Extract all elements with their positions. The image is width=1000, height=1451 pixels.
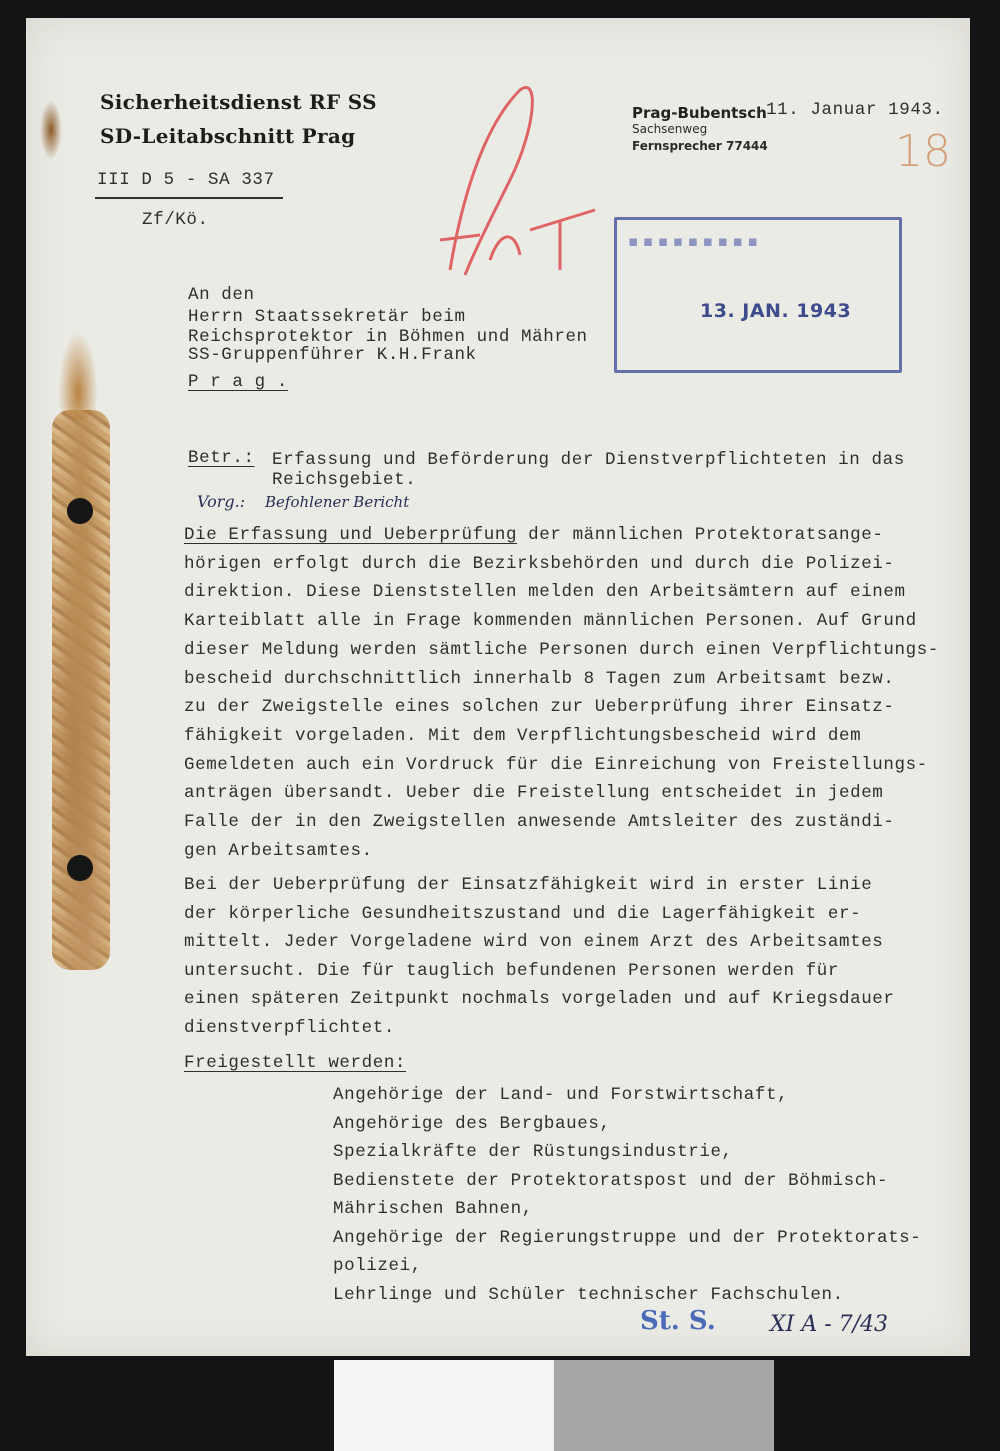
text-line: Falle der in den Zweigstellen anwesende Amtsleiter des zuständi- <box>184 812 895 832</box>
letter-date: 11. Januar 1943. <box>766 100 944 120</box>
subject-label: Betr.: <box>188 448 255 468</box>
text-line: Bei der Ueberprüfung der Einsatzfähigkeit wird in erster Linie <box>184 875 873 895</box>
stamp-date: 13. JAN. 1943 <box>700 300 852 322</box>
text-line: Angehörige des Bergbaues, <box>333 1113 611 1134</box>
text-line: Angehörige der Land- und Forstwirtschaft, <box>333 1085 789 1105</box>
text-line: hörigen erfolgt durch die Bezirksbehörden und durch die Polizei- <box>184 553 895 574</box>
text-line: fähigkeit vorgeladen. Mit dem Verpflichtungsbescheid wird dem <box>184 725 862 746</box>
vorg-text: Befohlener Bericht <box>265 493 410 511</box>
text-line: untersucht. Die für tauglich befundenen Personen werden für <box>184 960 840 981</box>
text-line: Mährischen Bahnen, <box>333 1199 533 1219</box>
text-line: direktion. Diese Dienststellen melden den Arbeitsämtern auf einem <box>184 582 906 603</box>
sender-phone: Fernsprecher 77444 <box>632 139 768 153</box>
text-line: zu der Zweigstelle eines solchen zur Ueberprüfung ihrer Einsatz- <box>184 697 895 718</box>
stamp-faint-line: ▪ ▪ ▪ ▪ ▪ ▪ ▪ ▪ ▪ <box>628 232 758 250</box>
text-line: polizei, <box>333 1256 422 1276</box>
address-line-4: SS-Gruppenführer K.H.Frank <box>188 345 477 365</box>
punch-hole-upper <box>67 498 93 524</box>
reference-underline <box>95 197 283 199</box>
address-line-2: Herrn Staatssekretär beim <box>188 307 466 327</box>
rust-stain-binding <box>52 410 110 970</box>
text-line: Spezialkräfte der Rüstungsindustrie, <box>333 1142 733 1162</box>
file-label: St. S. <box>640 1306 716 1336</box>
address-city: P r a g . <box>188 372 288 392</box>
text-line: einen späteren Zeitpunkt nochmals vorgeladen und auf Kriegsdauer <box>184 989 895 1009</box>
page-number: 18 <box>895 126 951 177</box>
text-line: Karteiblatt alle in Frage kommenden männlichen Personen. Auf Grund <box>184 611 917 632</box>
calibration-card-gray <box>554 1360 774 1451</box>
vorg-label: Vorg.: <box>197 492 246 511</box>
text-line: dienstverpflichtet. <box>184 1017 395 1038</box>
initials: Zf/Kö. <box>142 210 209 230</box>
text-line: gen Arbeitsamtes. <box>184 840 373 861</box>
calibration-card-white <box>334 1360 554 1451</box>
text-line: Angehörige der Regierungstruppe und der Protektorats- <box>333 1227 922 1248</box>
text-line: dieser Meldung werden sämtliche Personen durch einen Verpflichtungs- <box>184 639 939 660</box>
file-number: XI A - 7/43 <box>770 1312 889 1337</box>
red-handwritten-mark <box>420 70 610 290</box>
text-line: mittelt. Jeder Vorgeladene wird von einem Arzt des Arbeitsamtes <box>184 932 884 952</box>
text-line: Gemeldeten auch ein Vordruck für die Einreichung von Freistellungs- <box>184 754 928 775</box>
address-line-1: An den <box>188 285 255 305</box>
punch-hole-lower <box>67 855 93 881</box>
rust-stain-top <box>40 100 62 160</box>
text-line: anträgen übersandt. Ueber die Freistellung entscheidet in jedem <box>184 783 884 804</box>
reference-number: III D 5 - SA 337 <box>97 170 275 190</box>
subject-line-2: Reichsgebiet. <box>272 470 417 490</box>
sender-city: Prag-Bubentsch <box>632 104 767 122</box>
address-line-3: Reichsprotektor in Böhmen und Mähren <box>188 327 588 347</box>
rust-stain-upper <box>58 330 98 420</box>
subject-line-1: Erfassung und Beförderung der Dienstverpflichteten in das <box>272 450 905 470</box>
text-line: Bedienstete der Protektoratspost und der Böhmisch- <box>333 1170 889 1191</box>
text-line: Die Erfassung und Ueberprüfung der männlichen Protektoratsange- <box>184 525 884 545</box>
text-line: Lehrlinge und Schüler technischer Fachschulen. <box>333 1284 844 1305</box>
letterhead-office: SD-Leitabschnitt Prag <box>100 124 356 148</box>
exempt-heading: Freigestellt werden: <box>184 1053 407 1073</box>
text-line: bescheid durchschnittlich innerhalb 8 Tagen zum Arbeitsamt bezw. <box>184 668 895 689</box>
text-line: der körperliche Gesundheitszustand und die Lagerfähigkeit er- <box>184 903 862 924</box>
sender-street: Sachsenweg <box>632 122 708 136</box>
letterhead-org: Sicherheitsdienst RF SS <box>100 90 377 114</box>
